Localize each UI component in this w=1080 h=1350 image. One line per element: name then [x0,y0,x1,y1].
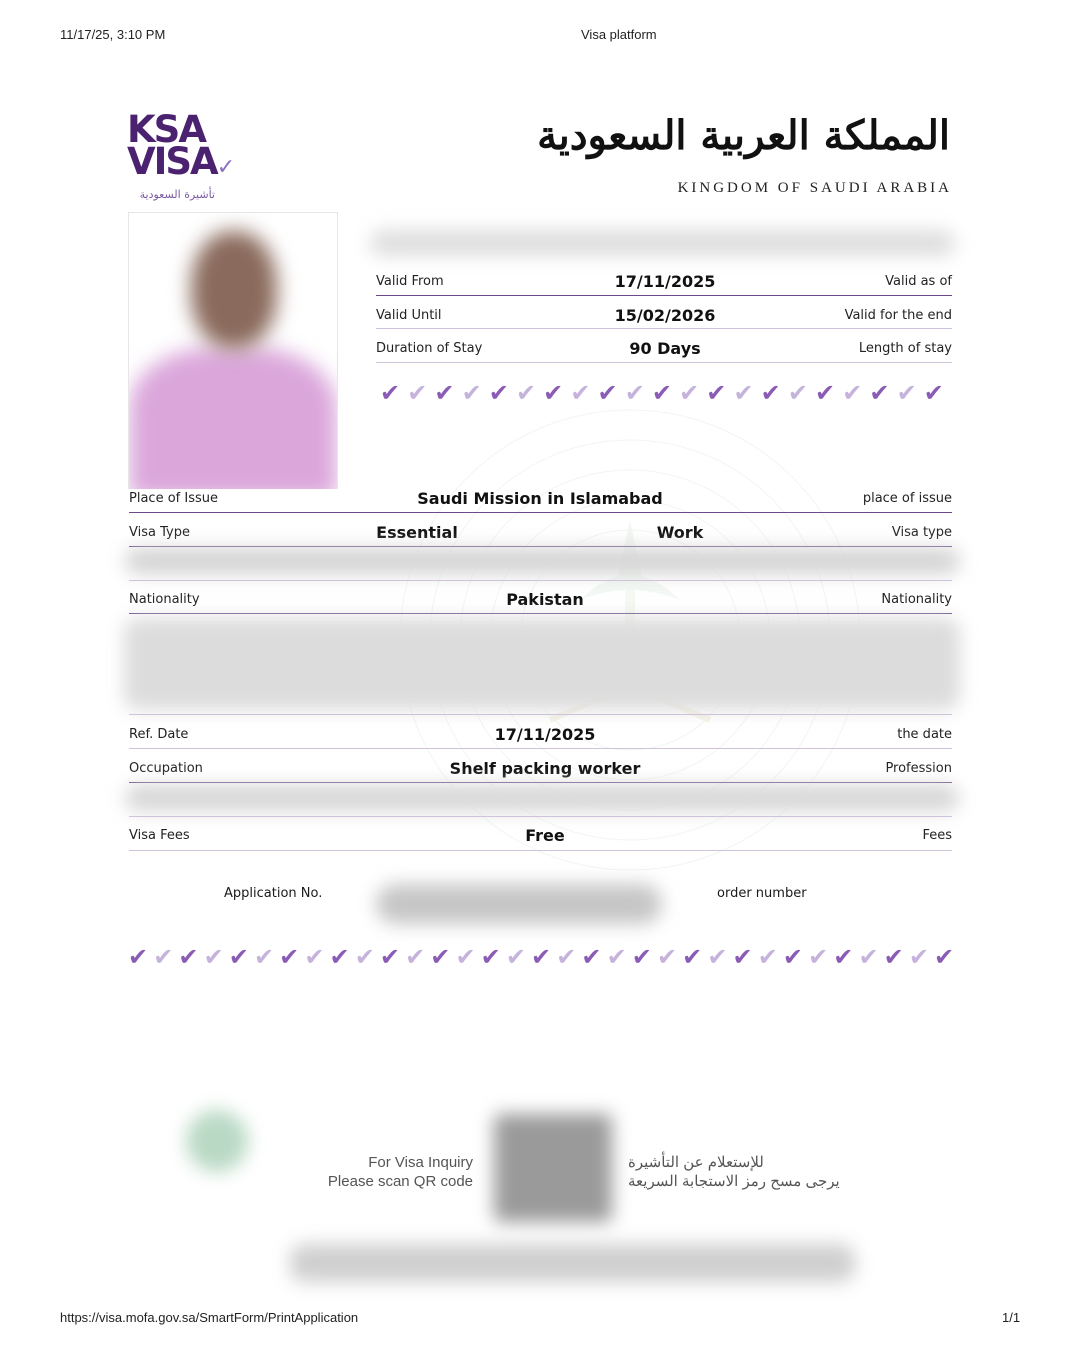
divider [129,613,952,614]
duration-value: 90 Days [629,339,701,358]
check-mark-icon: ✔ [461,379,482,407]
valid-from-row [376,262,952,294]
check-mark-icon: ✔ [153,943,174,971]
place-of-issue-label-ar: place of issue [862,491,952,506]
divider [129,782,952,783]
ref-date-value: 17/11/2025 [494,725,596,744]
check-mark-icon: ✔ [178,943,199,971]
occupation-row [129,749,952,781]
logo-line2: VISA✓ [127,140,234,183]
check-mark-icon: ✔ [581,943,602,971]
qr-en-line1: For Visa Inquiry [368,1154,473,1171]
check-mark-icon: ✔ [707,943,728,971]
check-mark-icon: ✔ [488,379,509,407]
check-mark-icon: ✔ [380,379,401,407]
valid-from-label: Valid From [376,274,444,289]
check-mark-icon: ✔ [908,943,929,971]
print-title: Visa platform [581,27,657,42]
qr-en-line2: Please scan QR code [327,1173,473,1190]
qr-arabic-text [628,1153,840,1191]
redacted-field [125,785,959,811]
print-page-number: 1/1 [1002,1310,1021,1325]
check-mark-icon: ✔ [869,379,890,407]
visa-type-row [129,513,952,545]
visa-type-label: Visa Type [129,525,190,540]
nationality-value: Pakistan [506,590,584,609]
check-mark-icon: ✔ [923,379,944,407]
check-strip-bottom [128,944,959,970]
visa-type-work: Work [656,523,704,542]
check-mark-icon: ✔ [624,379,645,407]
logo-arabic: تأشيرة السعودية [139,188,215,201]
occupation-value: Shelf packing worker [449,759,641,778]
check-mark-icon: ✔ [556,943,577,971]
check-mark-icon: ✔ [782,943,803,971]
check-mark-icon: ✔ [858,943,879,971]
check-mark-icon: ✔ [505,943,526,971]
check-mark-icon: ✔ [570,379,591,407]
valid-from-value: 17/11/2025 [614,272,716,291]
check-mark-icon: ✔ [760,379,781,407]
check-mark-icon: ✔ [480,943,501,971]
check-mark-icon: ✔ [515,379,537,407]
duration-row [376,329,952,361]
check-mark-icon: ✔ [815,379,836,407]
place-of-issue-label: Place of Issue [129,491,218,506]
check-mark-icon: ✔ [706,379,727,407]
print-url: https://visa.mofa.gov.sa/SmartForm/PrintApplication [60,1310,359,1325]
check-mark-icon: ✔ [128,943,149,971]
check-mark-icon: ✔ [430,943,451,971]
visa-fees-label: Visa Fees [129,828,190,843]
qr-ar-line2: يرجى مسح رمز الاستجابة السريعة [628,1173,840,1190]
check-mark-icon: ✔ [279,943,300,971]
valid-until-row [376,296,952,328]
visa-type-essential: Essential [376,523,458,542]
check-mark-icon: ✔ [808,943,829,971]
place-of-issue-value: Saudi Mission in Islamabad [417,489,663,508]
ksa-visa-logo [127,108,234,201]
check-mark-icon: ✔ [757,943,778,971]
ref-date-label-ar: the date [897,727,952,742]
check-mark-icon: ✔ [434,379,455,407]
check-mark-icon: ✔ [304,943,325,971]
check-mark-icon: ✔ [379,943,400,971]
check-mark-icon: ✔ [203,943,224,971]
check-mark-icon: ✔ [883,943,904,971]
check-mark-icon: ✔ [934,943,955,971]
check-mark-icon: ✔ [656,943,678,971]
check-mark-icon: ✔ [407,379,428,407]
check-mark-icon: ✔ [228,943,249,971]
check-mark-icon: ✔ [354,943,375,971]
kingdom-arabic-calligraphy: المملكة العربية السعودية [537,112,950,159]
check-mark-icon: ✔ [787,379,808,407]
valid-until-label: Valid Until [376,308,442,323]
valid-until-value: 15/02/2026 [614,306,716,325]
check-mark-icon: ✔ [679,379,700,407]
divider [376,362,952,363]
check-mark-icon: ✔ [606,943,627,971]
redacted-stamp [186,1110,248,1172]
occupation-label-ar: Profession [885,761,952,776]
qr-ar-line1: للإستعلام عن التأشيرة [628,1154,764,1171]
check-mark-icon: ✔ [253,943,275,971]
visa-type-label-ar: Visa type [891,525,952,540]
check-mark-icon: ✔ [531,943,552,971]
redacted-passport-block [124,618,960,710]
visa-fees-row [129,816,952,848]
divider [129,546,952,547]
ref-date-row [129,715,952,747]
redacted-footer-line [290,1244,855,1282]
duration-label-ar: Length of stay [858,341,952,356]
visa-fees-label-ar: Fees [922,828,952,843]
kingdom-english: KINGDOM OF SAUDI ARABIA [677,180,952,196]
valid-from-label-ar: Valid as of [885,274,952,289]
check-mark-icon: ✔ [543,379,564,407]
redacted-application-number [376,884,662,924]
check-mark-icon: ✔ [455,943,476,971]
check-mark-icon: ✔ [833,943,854,971]
qr-code [494,1114,612,1222]
place-of-issue-row [129,479,952,511]
redacted-name [370,230,955,256]
visa-fees-value: Free [525,826,565,845]
check-mark-icon: ✔ [329,943,350,971]
print-datetime: 11/17/25, 3:10 PM [60,27,166,42]
check-mark-icon: ✔ [631,943,652,971]
check-mark-icon: ✔ [405,943,426,971]
nationality-label-ar: Nationality [881,592,952,607]
logo-line1: KSA [127,108,205,151]
redacted-field [125,548,960,574]
check-mark-icon: ✔ [732,943,753,971]
check-mark-icon: ✔ [682,943,703,971]
check-mark-icon: ✔ [842,379,863,407]
occupation-label: Occupation [129,761,203,776]
nationality-label: Nationality [129,592,200,607]
order-number-label: order number [717,886,807,901]
qr-english-text [328,1153,473,1191]
divider [129,850,952,851]
ref-date-label: Ref. Date [129,727,189,742]
check-mark-icon: ✔ [651,379,672,407]
nationality-row [129,580,952,612]
check-mark-icon: ✔ [896,379,917,407]
check-mark-icon: ✔ [597,379,618,407]
check-strip-top [380,380,951,406]
application-no-label: Application No. [224,886,323,901]
check-mark-icon: ✔ [733,379,754,407]
duration-label: Duration of Stay [376,341,483,356]
applicant-photo [128,212,338,489]
valid-until-label-ar: Valid for the end [844,308,952,323]
